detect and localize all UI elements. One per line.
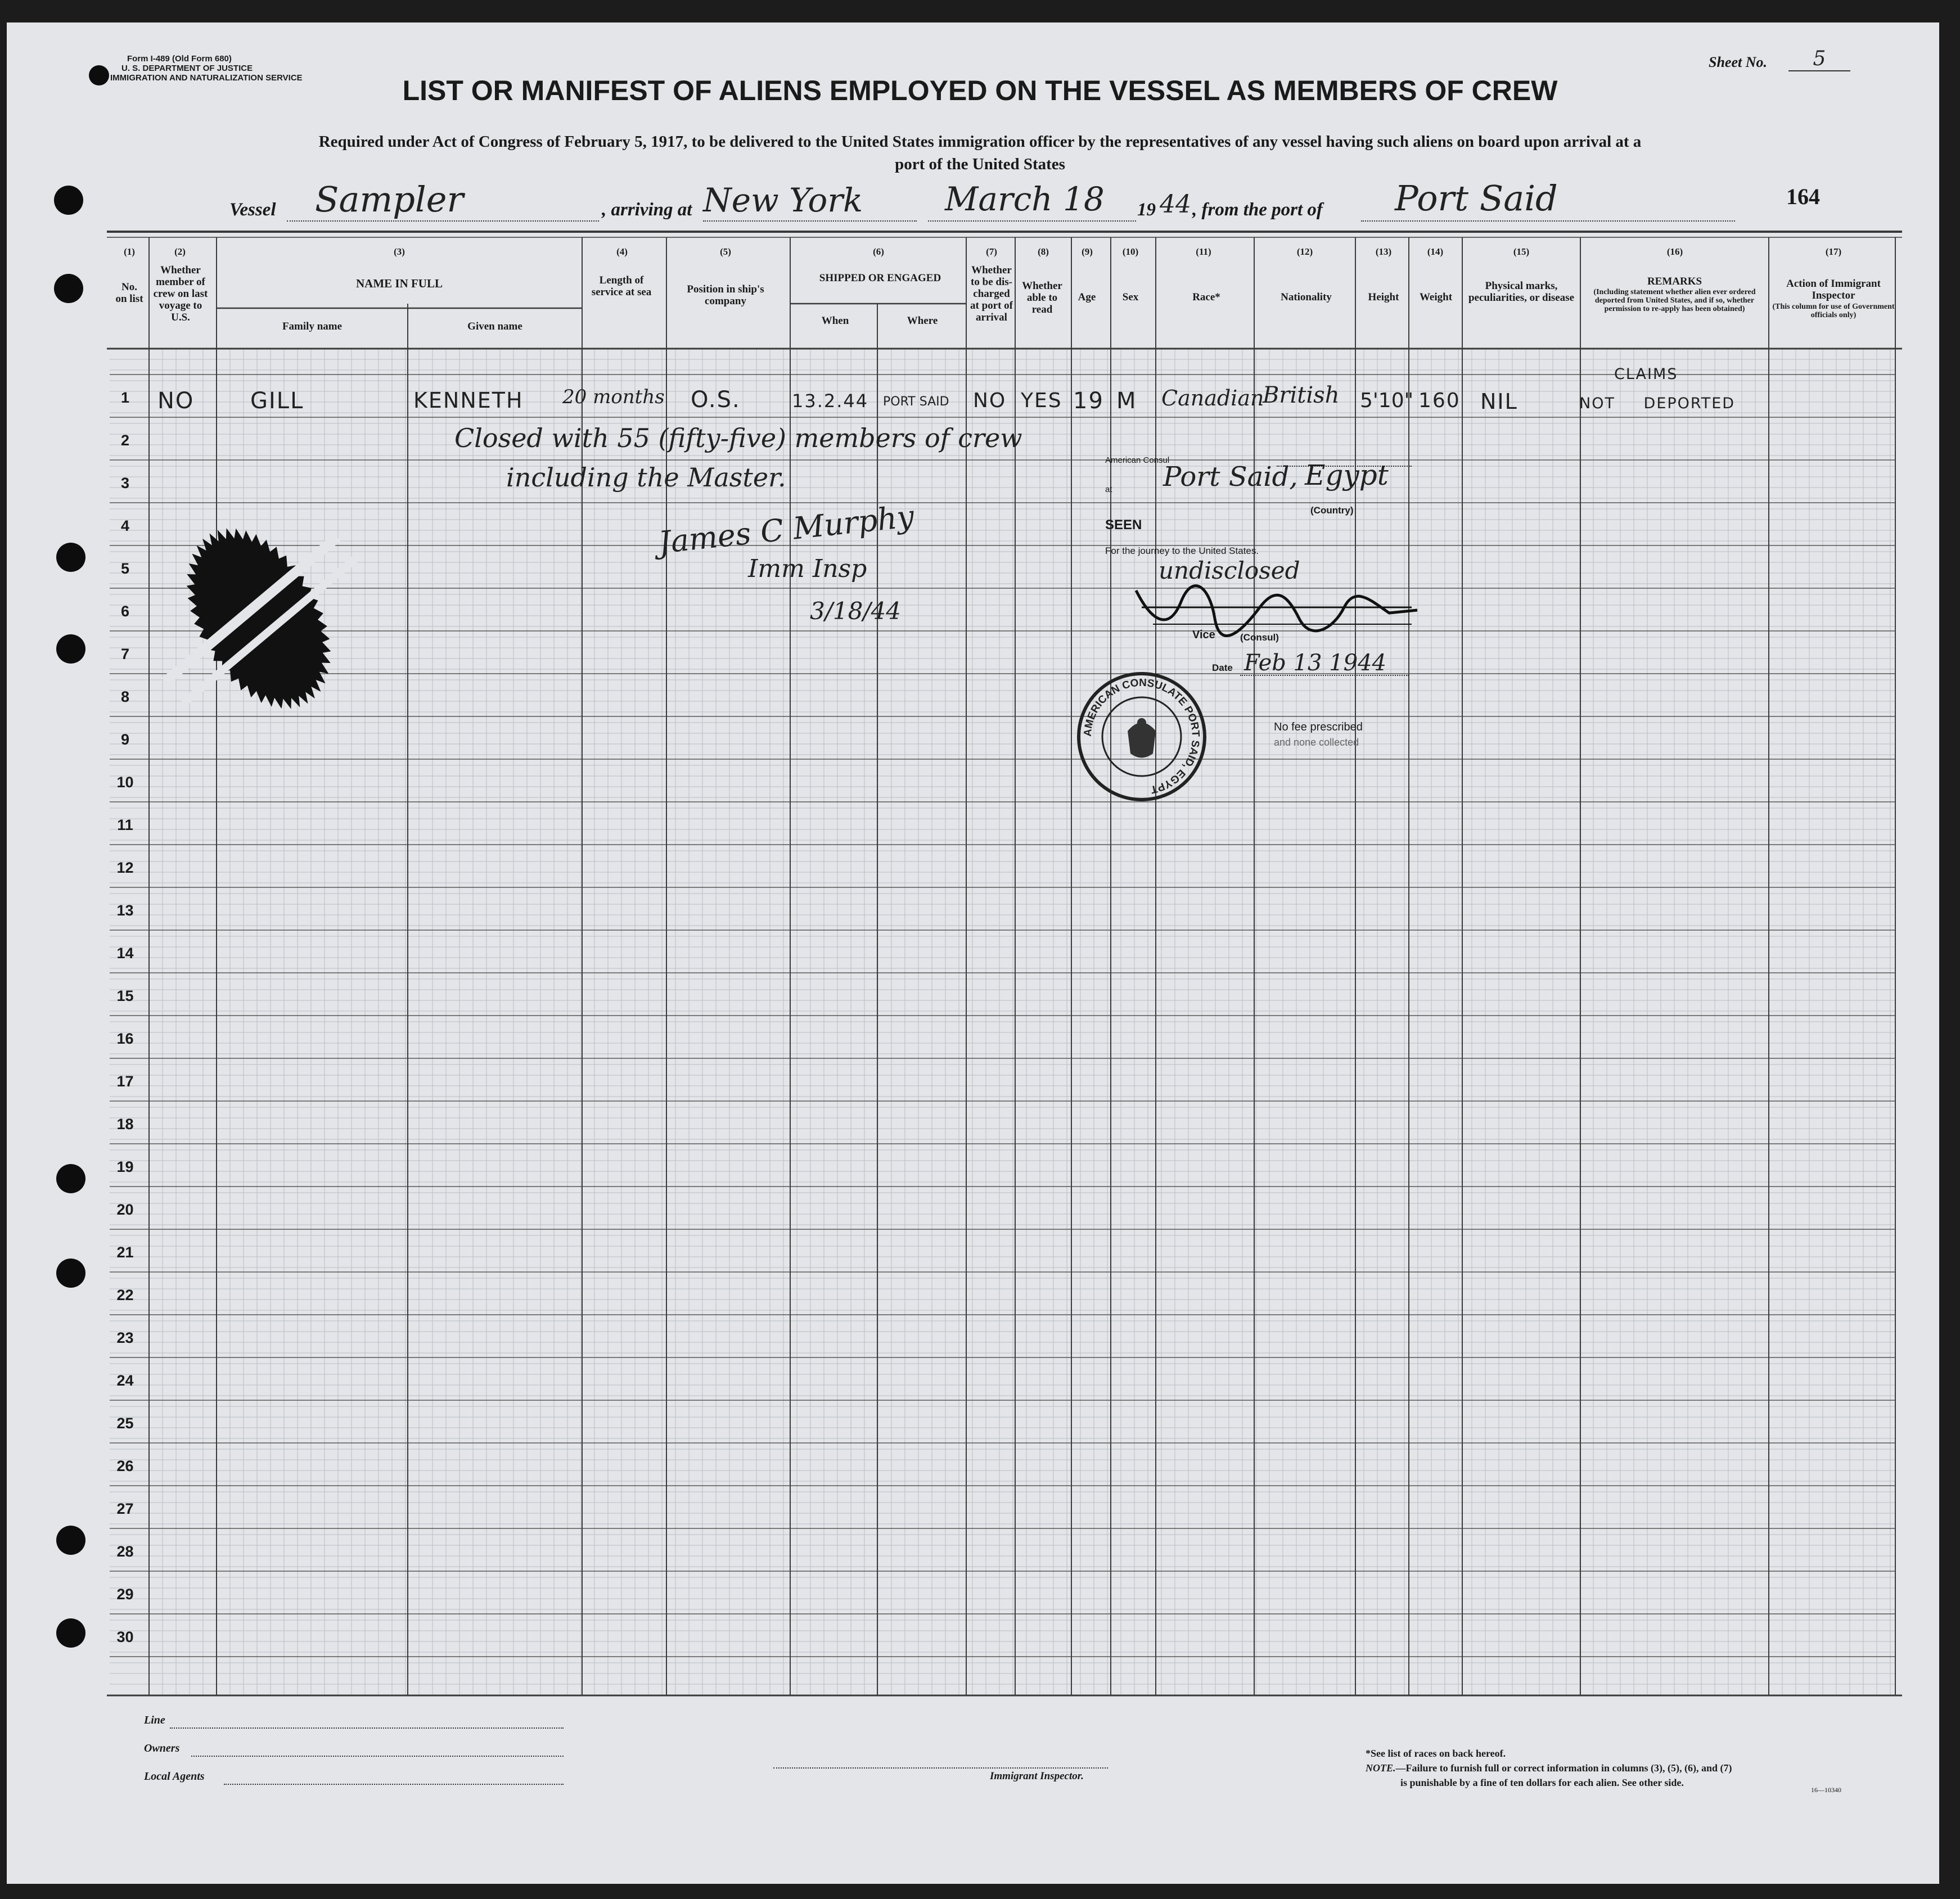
col-num-17: (17) [1825, 246, 1842, 257]
consulate-seal [1069, 664, 1215, 810]
footer-owners-rule [191, 1756, 564, 1757]
col-num-7: (7) [986, 246, 997, 257]
vessel-name: Sampler [315, 179, 464, 220]
row-number: 30 [116, 1629, 134, 1645]
entry-service: 20 months [562, 386, 665, 408]
footer-note-text-2: is punishable by a fine of ten dollars for each alien. See other side. [1400, 1777, 1684, 1788]
header-age: Age [1078, 291, 1096, 303]
entry-nationality: British [1263, 382, 1340, 408]
col-num-9: (9) [1082, 246, 1093, 257]
department-name: U. S. DEPARTMENT OF JUSTICE [121, 64, 253, 73]
arriving-port: New York [703, 181, 863, 219]
row-number: 19 [116, 1158, 134, 1175]
closing-note-line-2: including the Master. [506, 462, 786, 493]
entry-age: 19 [1073, 388, 1104, 414]
embossed-seal [152, 506, 366, 731]
row-number: 24 [116, 1372, 134, 1389]
consul-seen: SEEN [1105, 517, 1142, 533]
col-num-5: (5) [720, 246, 731, 257]
inspector-signature: James C Murphy [656, 498, 916, 561]
row-number: 1 [120, 389, 130, 406]
col-num-16: (16) [1666, 246, 1683, 257]
arriving-label: , arriving at [602, 200, 692, 220]
consul-vice: Vice [1192, 629, 1215, 641]
col-num-8: (8) [1038, 246, 1049, 257]
header-action: Action of Immigrant Inspector [1786, 278, 1881, 301]
header-family-name: Family name [282, 321, 343, 332]
col-num-11: (11) [1196, 246, 1211, 257]
service-name: IMMIGRATION AND NATURALIZATION SERVICE [110, 73, 303, 83]
sheet-number: 5 [1788, 47, 1850, 71]
row-number: 28 [116, 1543, 134, 1560]
entry-when: 13.2.44 [792, 390, 869, 412]
col-num-13: (13) [1375, 246, 1392, 257]
header-discharged: Whether to be dis-charged at port of arrival [970, 264, 1013, 323]
footer-note [1366, 1762, 1732, 1774]
header-length-of-service: Length of service at sea [591, 274, 652, 298]
entry-marks: NIL [1480, 389, 1518, 414]
header-shipped-or-engaged: SHIPPED OR ENGAGED [819, 272, 941, 284]
header-name-in-full: NAME IN FULL [355, 277, 443, 290]
entry-sex: M [1116, 388, 1137, 414]
consul-american-consul: American Consul [1105, 455, 1170, 465]
col-num-15: (15) [1513, 246, 1530, 257]
consul-date-label: Date [1212, 662, 1233, 673]
row-number: 11 [117, 817, 133, 833]
from-port-rule [1361, 220, 1735, 222]
row-number: 26 [116, 1458, 134, 1474]
row-number: 5 [120, 560, 130, 577]
header-nationality: Nationality [1281, 291, 1332, 303]
footer-agents-rule [224, 1784, 564, 1785]
inspector-title: Imm Insp [748, 554, 867, 583]
row-number: 23 [116, 1329, 134, 1346]
arriving-port-rule [703, 220, 917, 222]
footer-inspector-label: Immigrant Inspector. [990, 1770, 1084, 1782]
entry-height: 5'10" [1360, 389, 1414, 412]
header-given-name: Given name [467, 321, 522, 332]
entry-race: Canadian [1161, 386, 1264, 411]
row-number: 13 [116, 902, 134, 919]
entry-given-name: KENNETH [413, 388, 524, 413]
consul-label: (Consul) [1240, 632, 1279, 643]
consul-country: Egypt [1305, 459, 1389, 491]
col-num-2: (2) [174, 246, 186, 257]
col-num-6: (6) [873, 246, 884, 257]
col-num-12: (12) [1296, 246, 1313, 257]
consul-date: Feb 13 1944 [1244, 650, 1386, 676]
consulate-seal-text: AMERICAN CONSULATE PORT SAID, EGYPT [1082, 676, 1202, 796]
inspector-date: 3/18/44 [810, 597, 901, 625]
col-num-1: (1) [124, 246, 135, 257]
entry-family-name: GILL [250, 388, 304, 414]
page-title: LIST OR MANIFEST OF ALIENS EMPLOYED ON THE VESSEL AS MEMBERS OF CREW [402, 75, 1558, 106]
header-position: Position in ship's company [687, 283, 764, 307]
arrival-date: March 18 [945, 180, 1105, 218]
no-fee-line-2: and none collected [1274, 737, 1359, 748]
vessel-name-rule [287, 220, 599, 222]
row-number: 6 [120, 603, 130, 620]
row-number: 17 [116, 1073, 134, 1090]
row-number: 3 [120, 475, 130, 491]
row-number: 7 [120, 646, 130, 662]
header-when: When [821, 315, 849, 327]
row-number: 2 [120, 432, 130, 449]
sheet-label: Sheet No. [1709, 54, 1767, 70]
row-number: 12 [116, 859, 134, 876]
consul-journey: For the journey to the United States. [1105, 545, 1259, 556]
row-number: 21 [116, 1244, 134, 1261]
row-number: 20 [116, 1201, 134, 1218]
row-number: 25 [116, 1415, 134, 1432]
header-action-note: (This column for use of Government officials only) [1772, 303, 1895, 319]
row-number: 27 [116, 1500, 134, 1517]
row-number: 8 [120, 688, 130, 705]
header-able-to-read: Whether able to read [1022, 280, 1062, 315]
header-height: Height [1368, 291, 1399, 303]
row-number: 15 [116, 987, 134, 1004]
no-fee-line-1: No fee prescribed [1274, 721, 1363, 733]
entry-discharged: NO [973, 389, 1007, 412]
entry-where: PORT SAID [883, 395, 949, 409]
row-number: 14 [116, 945, 134, 962]
page-subtitle [112, 130, 1848, 175]
header-remarks: REMARKS [1647, 276, 1702, 287]
col-num-4: (4) [616, 246, 628, 257]
footer-line-label: Line [144, 1714, 165, 1726]
header-physical-marks: Physical marks, peculiarities, or disease [1468, 280, 1575, 304]
page-number: 164 [1786, 184, 1820, 209]
consul-undisclosed: undisclosed [1159, 557, 1300, 584]
consul-at-label: at [1105, 485, 1112, 494]
footer-line-rule [170, 1727, 564, 1729]
entry-last-voyage: NO [157, 388, 195, 414]
col-num-14: (14) [1427, 246, 1444, 257]
year-prefix: 19 [1137, 200, 1156, 220]
header-weight: Weight [1419, 291, 1453, 303]
header-race: Race* [1192, 291, 1220, 303]
header-no-on-list: No. on list [115, 281, 143, 305]
row-number: 18 [116, 1116, 134, 1133]
row-number: 4 [120, 517, 130, 534]
form-number: Form I-489 (Old Form 680) [127, 54, 232, 64]
subtitle-line-1: Required under Act of Congress of February 5, 1917, to be delivered to the United States immigration officer by the representatives of any vessel having such aliens on board upon arrival at a [318, 133, 1642, 151]
row-number: 16 [116, 1030, 134, 1047]
arrival-date-rule [928, 220, 1136, 222]
row-number: 10 [116, 774, 134, 791]
header-where: Where [907, 315, 938, 327]
footer-print-code: 16—10340 [1811, 1786, 1841, 1794]
header-remarks-note: (Including statement whether alien ever ordered deported from United States, and if so, whether permission to re-apply has been obtained) [1593, 288, 1756, 313]
entry-weight: 160 [1418, 389, 1461, 412]
year-suffix: 44 [1160, 190, 1191, 219]
row-number: 29 [116, 1586, 134, 1603]
consul-city: Port Said, [1163, 461, 1298, 493]
footer-agents-label: Local Agents [144, 1770, 205, 1783]
footer-note-text: —Failure to furnish full or correct information in columns (3), (5), (6), and (7) [1395, 1762, 1732, 1774]
header-sex: Sex [1122, 291, 1139, 303]
entry-read: YES [1021, 389, 1062, 412]
footer-race-note: *See list of races on back hereof. [1366, 1748, 1506, 1759]
from-port: Port Said [1395, 178, 1558, 219]
entry-remarks-line-1: CLAIMS [1614, 366, 1678, 383]
row-number: 22 [116, 1287, 134, 1303]
consul-country-label: (Country) [1310, 505, 1354, 516]
header-last-voyage: Whether member of crew on last voyage to U.S. [153, 264, 208, 323]
subtitle-line-2: port of the United States [895, 155, 1065, 173]
footer-note-label: NOTE. [1366, 1762, 1396, 1774]
vessel-label: Vessel [229, 200, 276, 220]
col-num-3: (3) [394, 246, 405, 257]
from-port-label: , from the port of [1192, 200, 1323, 220]
entry-position: O.S. [691, 387, 741, 413]
row-number: 9 [120, 731, 130, 748]
closing-note-line-1: Closed with 55 (fifty-five) members of crew [454, 423, 1022, 453]
col-num-10: (10) [1122, 246, 1139, 257]
footer-inspector-rule [773, 1767, 1108, 1769]
entry-remarks-line-2: NOT DEPORTED [1579, 395, 1736, 412]
footer-owners-label: Owners [144, 1742, 180, 1754]
